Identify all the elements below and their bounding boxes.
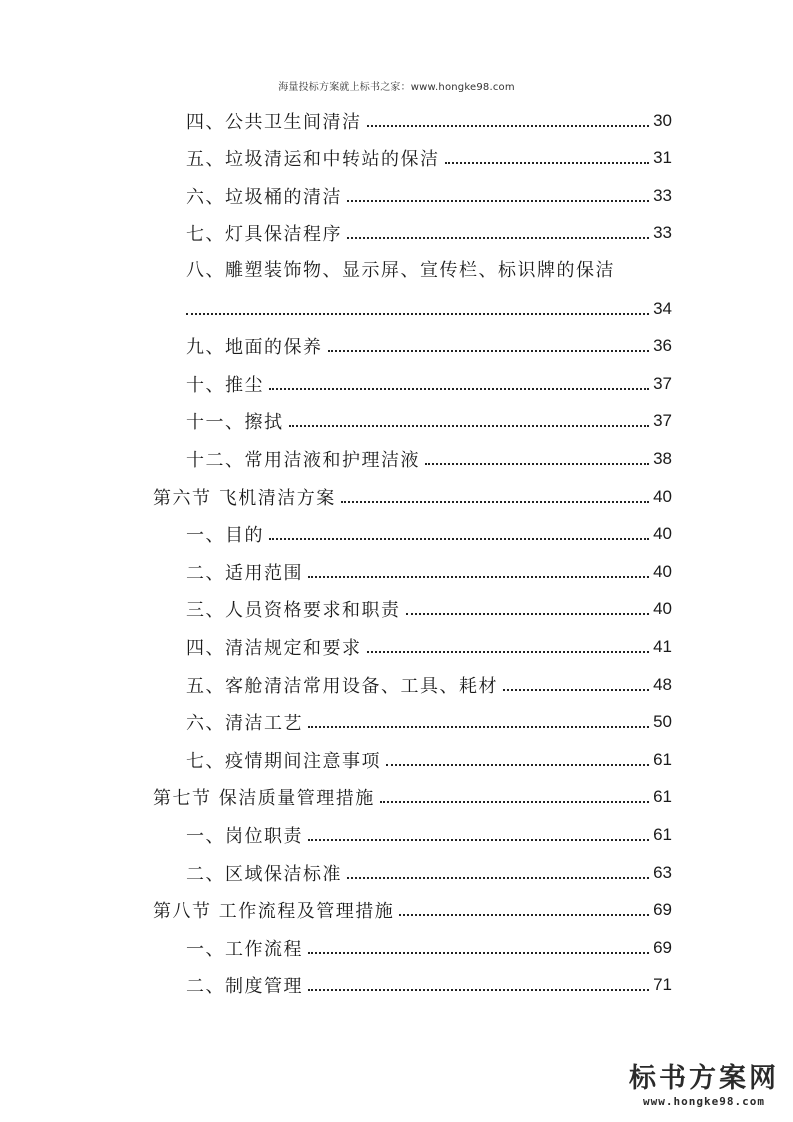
toc-subsection-entry[interactable] (186, 140, 672, 177)
toc-entry-title: 九、地面的保养 (186, 337, 323, 359)
dot-leader (341, 501, 649, 503)
toc-entry-page-number: 30 (653, 110, 672, 130)
dot-leader (308, 839, 649, 841)
toc-subsection-entry[interactable] (186, 666, 672, 703)
dot-leader (503, 689, 649, 691)
toc-entry-page-number: 69 (653, 937, 672, 957)
toc-entry-page-number: 69 (653, 900, 672, 920)
toc-entry-page-number: 61 (653, 787, 672, 807)
dot-leader (347, 200, 649, 202)
toc-entry-title: 第七节 保洁质量管理措施 (153, 788, 375, 810)
toc-entry-page-number: 61 (653, 749, 672, 769)
toc-subsection-entry[interactable] (186, 403, 672, 440)
watermark-logo (629, 1063, 779, 1108)
toc-section-entry[interactable] (153, 892, 672, 929)
toc-entry-title: 一、目的 (186, 525, 264, 547)
dot-leader (445, 162, 650, 164)
dot-leader (186, 313, 649, 315)
dot-leader (386, 764, 649, 766)
toc-entry-page-number: 41 (653, 636, 672, 656)
dot-leader (425, 463, 649, 465)
toc-entry-page-number: 37 (653, 373, 672, 393)
toc-subsection-entry[interactable] (186, 215, 672, 252)
toc-subsection-entry[interactable] (186, 628, 672, 665)
toc-section-entry[interactable] (153, 779, 672, 816)
toc-entry-page-number: 40 (653, 599, 672, 619)
toc-subsection-entry[interactable] (186, 177, 672, 214)
toc-entry-page-number: 71 (653, 975, 672, 995)
toc-entry-page-number: 38 (653, 448, 672, 468)
toc-entry-page-number: 40 (653, 486, 672, 506)
toc-entry-title: 十、推尘 (186, 374, 264, 396)
toc-entry-page-number: 50 (653, 712, 672, 732)
page-header: 海量投标方案就上标书之家：www.hongke98.com (278, 82, 515, 93)
dot-leader (289, 425, 650, 427)
toc-entry-page-number: 31 (653, 148, 672, 168)
toc-entry-page-number: 33 (653, 223, 672, 243)
toc-entry-page-number: 37 (653, 411, 672, 431)
toc-subsection-entry[interactable] (186, 440, 672, 477)
toc-entry-title: 四、公共卫生间清洁 (186, 111, 362, 133)
toc-entry-continuation[interactable] (186, 290, 672, 327)
dot-leader (367, 651, 650, 653)
toc-entry-page-number: 36 (653, 336, 672, 356)
toc-subsection-entry[interactable] (186, 854, 672, 891)
dot-leader (406, 613, 650, 615)
dot-leader (347, 237, 649, 239)
dot-leader (367, 125, 650, 127)
toc-entry-title: 五、垃圾清运和中转站的保洁 (186, 149, 440, 171)
dot-leader (308, 952, 649, 954)
toc-section-entry[interactable] (153, 478, 672, 515)
toc-subsection-entry[interactable] (186, 591, 672, 628)
toc-entry-page-number: 61 (653, 824, 672, 844)
toc-entry-title: 六、垃圾桶的清洁 (186, 186, 342, 208)
dot-leader (347, 877, 649, 879)
toc-entry-title: 十一、擦拭 (186, 412, 284, 434)
toc-entry-title: 一、工作流程 (186, 938, 303, 960)
dot-leader (308, 989, 649, 991)
toc-subsection-entry[interactable] (186, 102, 672, 139)
toc-entry-page-number: 48 (653, 674, 672, 694)
toc-entry-title: 四、清洁规定和要求 (186, 637, 362, 659)
toc-subsection-entry[interactable] (186, 365, 672, 402)
toc-entry-title: 第六节 飞机清洁方案 (153, 487, 336, 509)
toc-entry-title: 六、清洁工艺 (186, 713, 303, 735)
toc-entry-title: 五、客舱清洁常用设备、工具、耗材 (186, 675, 498, 697)
toc-entry-title: 二、制度管理 (186, 976, 303, 998)
dot-leader (308, 726, 649, 728)
dot-leader (399, 914, 649, 916)
toc-entry-title: 二、区域保洁标准 (186, 863, 342, 885)
watermark-url: www.hongke98.com (643, 1095, 765, 1108)
toc-subsection-entry[interactable] (186, 704, 672, 741)
toc-entry-title: 三、人员资格要求和职责 (186, 600, 401, 622)
toc-entry-title: 一、岗位职责 (186, 825, 303, 847)
toc-entry-page-number: 63 (653, 862, 672, 882)
toc-entry-title: 七、灯具保洁程序 (186, 224, 342, 246)
toc-subsection-entry[interactable] (186, 328, 672, 365)
toc-subsection-entry[interactable] (186, 967, 672, 1004)
dot-leader (380, 801, 649, 803)
toc-subsection-entry[interactable] (186, 741, 672, 778)
dot-leader (308, 576, 649, 578)
toc-entry-page-number: 33 (653, 185, 672, 205)
toc-entry-title: 二、适用范围 (186, 562, 303, 584)
toc-entry-title: 七、疫情期间注意事项 (186, 750, 381, 772)
toc-entry-title: 第八节 工作流程及管理措施 (153, 901, 395, 923)
toc-entry-page-number: 34 (653, 298, 672, 318)
toc-subsection-entry[interactable] (186, 816, 672, 853)
toc-subsection-entry[interactable] (186, 516, 672, 553)
toc-subsection-entry[interactable] (186, 929, 672, 966)
toc-entry-title[interactable]: 八、雕塑装饰物、显示屏、宣传栏、标识牌的保洁 (186, 260, 615, 282)
toc-subsection-entry[interactable] (186, 553, 672, 590)
toc-entry-title: 十二、常用洁液和护理洁液 (186, 449, 420, 471)
dot-leader (328, 350, 650, 352)
toc-entry-page-number: 40 (653, 561, 672, 581)
dot-leader (269, 388, 649, 390)
toc-entry-page-number: 40 (653, 524, 672, 544)
watermark-logo-text: 标书方案网 (629, 1063, 779, 1094)
dot-leader (269, 538, 649, 540)
